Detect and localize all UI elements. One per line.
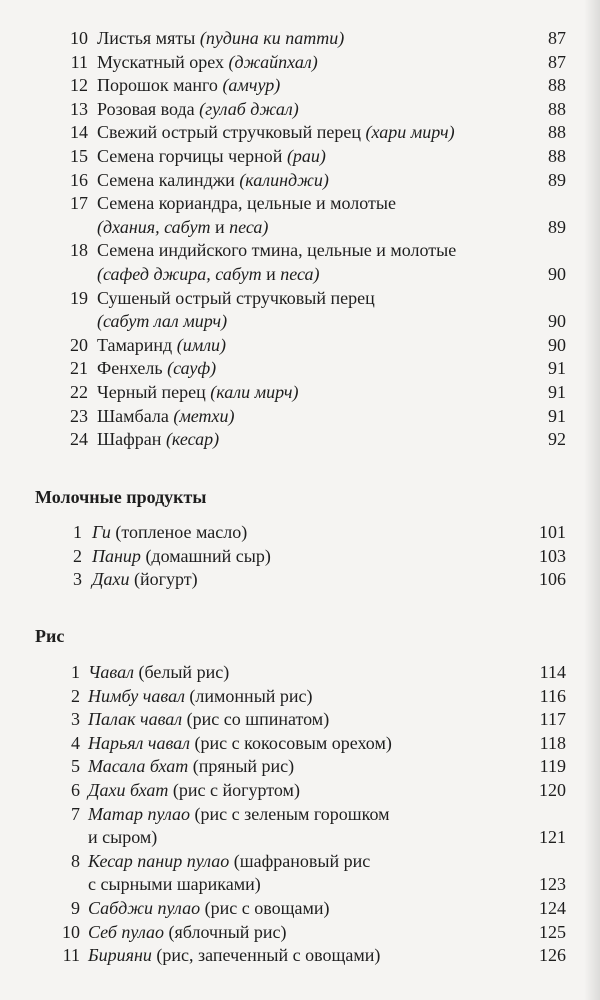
- toc-entry: [0, 51, 600, 75]
- entry-title: [88, 708, 329, 732]
- rice-section-heading: Рис: [35, 626, 65, 646]
- title-italic-segment: Сабджи пулао: [88, 897, 201, 918]
- toc-entry: [0, 357, 600, 381]
- title-segment: (рис с овощами): [200, 897, 330, 918]
- entry-number: 7: [71, 803, 80, 824]
- title-segment: с сырными шариками): [88, 874, 261, 895]
- title-segment: (шафрановый рис: [229, 850, 371, 871]
- entry-title-line: [97, 263, 456, 287]
- title-segment: Порошок манго: [97, 75, 223, 96]
- entry-title-line: [88, 897, 329, 921]
- toc-entry: [0, 897, 600, 921]
- title-segment: Листья мяты: [97, 28, 200, 48]
- entry-page-number: 125: [539, 921, 566, 942]
- title-italic-segment: Чавал: [88, 662, 134, 682]
- title-italic-segment: (хари мирч): [365, 122, 455, 143]
- entry-title-line: [88, 708, 329, 732]
- entry-title: [97, 169, 329, 193]
- toc-entry: [0, 121, 600, 145]
- title-italic-segment: (пудина ки патти): [199, 28, 345, 48]
- title-italic-segment: Бирияни: [88, 945, 152, 966]
- entry-number: 3: [73, 569, 82, 590]
- entry-title: [88, 732, 392, 756]
- entry-title-line: [97, 169, 329, 193]
- toc-entry: [0, 921, 600, 945]
- entry-number: 11: [62, 945, 80, 966]
- toc-entry: [0, 287, 600, 334]
- toc-entry: [0, 944, 600, 968]
- entry-page-number: 91: [548, 381, 566, 402]
- entry-title-line: [97, 27, 344, 51]
- entry-page-number: 116: [539, 685, 566, 706]
- title-segment: (рис с зеленым горошком: [190, 803, 390, 824]
- entry-title-line: [88, 826, 390, 850]
- entry-title-line: [97, 405, 235, 429]
- entry-title: [97, 121, 455, 145]
- title-italic-segment: Масала бхат: [88, 756, 189, 777]
- title-segment: (рис со шпинатом): [182, 709, 330, 730]
- title-italic-segment: Кесар панир пулао: [88, 850, 230, 871]
- entry-title: [97, 381, 298, 405]
- title-segment: (пряный рис): [188, 756, 295, 777]
- entry-page-number: 89: [548, 216, 566, 237]
- entry-title: [88, 803, 390, 850]
- title-segment: (лимонный рис): [184, 685, 313, 706]
- entry-number: 11: [70, 51, 88, 72]
- title-italic-segment: Себ пулао: [88, 921, 165, 942]
- entry-title-line: [88, 779, 300, 803]
- title-segment: Шафран: [97, 429, 166, 450]
- title-italic-segment: Палак чавал: [88, 709, 183, 730]
- title-segment: (рис с кокосовым орехом): [190, 732, 392, 753]
- entry-title: [88, 779, 300, 803]
- title-segment: Сушеный острый стручковый перец: [97, 287, 375, 308]
- entry-title-line: [88, 921, 287, 945]
- entry-number: 13: [70, 98, 88, 119]
- title-italic-segment: Нимбу чавал: [88, 685, 185, 706]
- entry-page-number: 90: [548, 334, 566, 355]
- title-italic-segment: (метхи): [173, 405, 235, 426]
- entry-number: 5: [71, 756, 80, 777]
- entry-page-number: 88: [548, 98, 566, 119]
- title-italic-segment: (гулаб джал): [199, 98, 299, 119]
- title-segment: и: [266, 263, 276, 284]
- entry-number: 19: [70, 287, 88, 308]
- entry-page-number: 87: [548, 28, 566, 48]
- toc-entry: [0, 521, 600, 545]
- toc-entry: [0, 428, 600, 452]
- toc-entry: [0, 239, 600, 286]
- entry-number: 17: [70, 193, 88, 214]
- toc-entry: [0, 98, 600, 122]
- entry-title: [97, 98, 299, 122]
- entry-title: [97, 405, 235, 429]
- entry-title-line: [97, 381, 298, 405]
- entry-page-number: 117: [539, 709, 566, 730]
- title-italic-segment: Матар пулао: [88, 803, 191, 824]
- entry-title-line: [97, 216, 396, 240]
- title-italic-segment: (амчур): [222, 75, 281, 96]
- entry-title: [97, 428, 219, 452]
- entry-page-number: 120: [539, 779, 566, 800]
- entry-title: [88, 661, 229, 685]
- spices-toc-list: [0, 27, 600, 452]
- title-italic-segment: песа): [275, 263, 320, 284]
- entry-number: 20: [70, 334, 88, 355]
- entry-number: 15: [70, 145, 88, 166]
- toc-entry: [0, 405, 600, 429]
- entry-title-line: [88, 661, 229, 685]
- entry-title-line: [97, 334, 226, 358]
- entry-page-number: 124: [539, 897, 566, 918]
- title-italic-segment: (сабут лал мирч): [97, 311, 228, 332]
- toc-entry: [0, 755, 600, 779]
- title-segment: и сыром): [88, 827, 158, 848]
- entry-title-line: [97, 51, 318, 75]
- entry-title-line: [97, 121, 455, 145]
- entry-number: 18: [70, 240, 88, 261]
- entry-number: 10: [70, 28, 88, 48]
- entry-title: [88, 685, 313, 709]
- title-segment: (йогурт): [129, 569, 198, 590]
- entry-title-line: [88, 803, 390, 827]
- entry-number: 8: [71, 850, 80, 871]
- entry-title-line: [97, 357, 216, 381]
- toc-entry: [0, 334, 600, 358]
- entry-title: [92, 545, 271, 569]
- title-italic-segment: Дахи: [92, 569, 130, 590]
- rice-toc-list: [0, 661, 600, 968]
- entry-page-number: 106: [539, 569, 566, 590]
- toc-entry: [0, 27, 600, 51]
- entry-number: 24: [70, 429, 88, 450]
- title-italic-segment: (джайпхал): [228, 51, 318, 72]
- entry-title-line: [88, 685, 313, 709]
- entry-number: 2: [71, 685, 80, 706]
- title-segment: Розовая вода: [97, 98, 200, 119]
- entry-title-line: [97, 310, 375, 334]
- entry-page-number: 121: [539, 827, 566, 848]
- entry-title: [97, 239, 456, 286]
- entry-title-line: [97, 239, 456, 263]
- entry-page-number: 92: [548, 429, 566, 450]
- entry-page-number: 118: [539, 732, 566, 753]
- entry-title-line: [88, 944, 380, 968]
- title-italic-segment: Ги: [92, 522, 111, 542]
- entry-title-line: [88, 850, 370, 874]
- title-italic-segment: (дхания, сабут: [97, 216, 215, 237]
- entry-number: 22: [70, 381, 88, 402]
- entry-page-number: 91: [548, 405, 566, 426]
- title-italic-segment: (раи): [286, 145, 326, 166]
- title-italic-segment: Нарьял чавал: [88, 732, 191, 753]
- title-italic-segment: (кесар): [165, 429, 220, 450]
- entry-number: 4: [71, 732, 80, 753]
- entry-page-number: 88: [548, 75, 566, 96]
- title-italic-segment: (кали мирч): [210, 381, 299, 402]
- entry-page-number: 89: [548, 169, 566, 190]
- entry-title-line: [97, 74, 280, 98]
- entry-title: [92, 521, 247, 545]
- entry-number: 3: [71, 709, 80, 730]
- entry-page-number: 87: [548, 51, 566, 72]
- title-italic-segment: (калинджи): [239, 169, 329, 190]
- entry-number: 16: [70, 169, 88, 190]
- entry-page-number: 88: [548, 145, 566, 166]
- entry-title-line: [92, 568, 198, 592]
- toc-entry: [0, 708, 600, 732]
- entry-title-line: [88, 755, 294, 779]
- entry-number: 23: [70, 405, 88, 426]
- entry-title: [88, 921, 287, 945]
- toc-entry: [0, 568, 600, 592]
- title-segment: Мускатный орех: [97, 51, 229, 72]
- entry-number: 12: [70, 75, 88, 96]
- entry-title-line: [97, 98, 299, 122]
- entry-page-number: 91: [548, 358, 566, 379]
- toc-entry: [0, 779, 600, 803]
- entry-title-line: [88, 732, 392, 756]
- title-segment: Тамаринд: [97, 334, 177, 355]
- entry-number: 1: [73, 522, 82, 542]
- entry-title-line: [97, 192, 396, 216]
- entry-number: 9: [71, 897, 80, 918]
- title-segment: Черный перец: [97, 381, 211, 402]
- entry-title: [97, 145, 326, 169]
- title-segment: (топленое масло): [110, 522, 248, 542]
- toc-entry: [0, 803, 600, 850]
- entry-title: [88, 897, 329, 921]
- entry-page-number: 90: [548, 311, 566, 332]
- entry-title: [97, 287, 375, 334]
- entry-number: 1: [71, 662, 80, 682]
- entry-title: [88, 944, 380, 968]
- title-italic-segment: Дахи бхат: [88, 779, 169, 800]
- entry-title: [88, 850, 370, 897]
- entry-page-number: 101: [539, 522, 566, 542]
- entry-title-line: [92, 545, 271, 569]
- entry-title: [97, 51, 318, 75]
- entry-title-line: [97, 428, 219, 452]
- title-segment: и: [214, 216, 225, 237]
- title-italic-segment: (сафед джира, сабут: [97, 263, 267, 284]
- entry-number: 10: [62, 921, 80, 942]
- entry-number: 6: [71, 779, 80, 800]
- entry-page-number: 88: [548, 122, 566, 143]
- entry-title-line: [97, 287, 375, 311]
- entry-page-number: 123: [539, 874, 566, 895]
- entry-title: [97, 357, 216, 381]
- title-segment: Семена калинджи: [97, 169, 240, 190]
- entry-page-number: 114: [539, 662, 566, 682]
- toc-entry: [0, 192, 600, 239]
- title-segment: (рис с йогуртом): [168, 779, 300, 800]
- dairy-toc-list: [0, 521, 600, 592]
- title-segment: Свежий острый стручковый перец: [97, 122, 366, 143]
- toc-entry: [0, 850, 600, 897]
- title-segment: Семена индийского тмина, цельные и молотые: [97, 240, 457, 261]
- toc-entry: [0, 661, 600, 685]
- title-segment: (яблочный рис): [164, 921, 287, 942]
- entry-page-number: 103: [539, 545, 566, 566]
- entry-title: [92, 568, 198, 592]
- dairy-section-heading: Молочные продукты: [35, 487, 207, 507]
- toc-entry: [0, 145, 600, 169]
- title-italic-segment: песа): [224, 216, 269, 237]
- title-italic-segment: (сауф): [167, 358, 217, 379]
- entry-number: 14: [70, 122, 88, 143]
- entry-title: [97, 27, 344, 51]
- entry-title: [97, 192, 396, 239]
- title-segment: (домашний сыр): [140, 545, 271, 566]
- entry-title-line: [92, 521, 247, 545]
- toc-entry: [0, 169, 600, 193]
- entry-title: [88, 755, 294, 779]
- title-segment: (белый рис): [133, 662, 230, 682]
- title-segment: (рис, запеченный с овощами): [151, 945, 381, 966]
- entry-title: [97, 74, 280, 98]
- title-italic-segment: (имли): [176, 334, 227, 355]
- toc-entry: [0, 381, 600, 405]
- entry-title-line: [97, 145, 326, 169]
- entry-page-number: 126: [539, 945, 566, 966]
- entry-title-line: [88, 873, 370, 897]
- toc-entry: [0, 74, 600, 98]
- toc-entry: [0, 685, 600, 709]
- toc-entry: [0, 545, 600, 569]
- entry-number: 21: [70, 358, 88, 379]
- toc-entry: [0, 732, 600, 756]
- entry-page-number: 90: [548, 263, 566, 284]
- title-segment: Семена кориандра, цельные и молотые: [97, 193, 396, 214]
- title-segment: Фенхель: [97, 358, 168, 379]
- title-segment: Семена горчицы черной: [97, 145, 287, 166]
- title-italic-segment: Панир: [92, 545, 141, 566]
- entry-page-number: 119: [539, 756, 566, 777]
- entry-number: 2: [73, 545, 82, 566]
- title-segment: Шамбала: [97, 405, 174, 426]
- entry-title: [97, 334, 226, 358]
